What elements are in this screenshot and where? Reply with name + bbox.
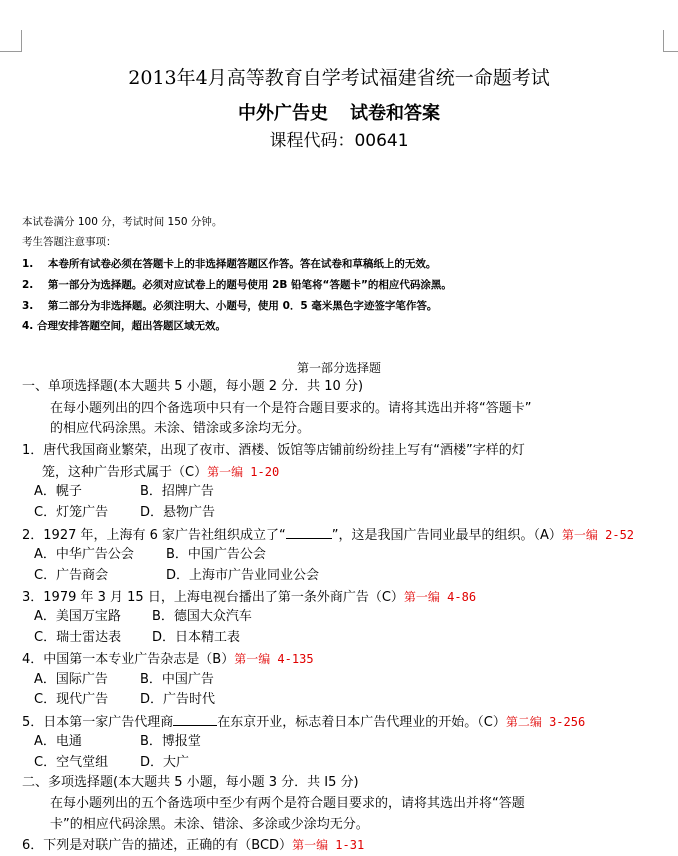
answer-blank <box>173 713 217 726</box>
option-b: B．招牌广告 <box>140 484 214 499</box>
question-5-stem-pre: 5．日本第一家广告代理商 <box>22 715 174 730</box>
option-a: A．美国万宝路 <box>34 609 121 624</box>
section-two-instruction-2: 卡”的相应代码涂黑。未涂、错涂、多涂或少涂均无分。 <box>50 817 369 832</box>
crop-mark-top-right-horizontal <box>663 51 678 52</box>
option-c: C．瑞士雷达表 <box>34 630 122 645</box>
answer-reference: 第一编 4-86 <box>403 590 477 604</box>
option-b: B．中国广告公会 <box>166 547 266 562</box>
rule-number: 2. <box>22 279 34 291</box>
question-6-stem: 6．下列是对联广告的描述，正确的有（BCD） <box>22 838 293 853</box>
section-two-instruction-1: 在每小题列出的五个备选项中至少有两个是符合题目要求的，请将其选出并将“答题 <box>50 796 525 811</box>
paper-type: 试卷和答案 <box>350 103 440 124</box>
option-b: B．博报堂 <box>140 734 201 749</box>
option-a: A．国际广告 <box>34 672 108 687</box>
option-d: D．上海市广告业同业公会 <box>166 568 320 583</box>
question-4-stem: 4．中国第一本专业广告杂志是（B） <box>22 652 235 667</box>
rule-item <box>22 318 226 333</box>
answer-reference: 第一编 2-52 <box>561 528 635 542</box>
section-one-instruction-1: 在每小题列出的四个备选项中只有一个是符合题目要求的。请将其选出并将“答题卡” <box>50 401 532 416</box>
rule-text: 第一部分为选择题。必须对应试卷上的题号使用 2B 铅笔将“答题卡”的相应代码涂黑。 <box>47 279 452 291</box>
crop-mark-top-right-vertical <box>663 30 664 52</box>
subject-name: 中外广告史 <box>238 103 328 124</box>
subject-title <box>0 99 678 125</box>
option-d: D．日本精工表 <box>152 630 241 645</box>
rule-number: 4. <box>22 320 34 332</box>
answer-reference: 第一编 1-31 <box>292 838 365 852</box>
answer-blank <box>286 526 332 539</box>
attention-heading: 考生答题注意事项： <box>22 236 117 248</box>
rule-number: 1. <box>22 258 34 270</box>
exam-title: 2013年4月高等教育自学考试福建省统一命题考试 <box>128 67 550 89</box>
option-a: A．中华广告公会 <box>34 547 134 562</box>
question-1-stem: 笼，这种广告形式属于（C） <box>42 465 208 480</box>
question-3 <box>22 589 476 606</box>
option-c: C．现代广告 <box>34 692 109 707</box>
question-5-stem-post: 在东京开业，标志着日本广告代理业的开始。（C） <box>217 715 506 730</box>
question-2 <box>22 526 634 544</box>
answer-reference: 第一编 1-20 <box>207 465 280 479</box>
question-5 <box>22 713 585 731</box>
rule-text: 本卷所有试卷必须在答题卡上的非选择题答题区作答。答在试卷和草稿纸上的无效。 <box>47 258 437 270</box>
rule-item <box>22 256 436 271</box>
option-a: A．幌子 <box>34 484 82 499</box>
question-4 <box>22 651 314 668</box>
option-c: C．空气堂组 <box>34 755 109 770</box>
section-one-heading: 一、单项选择题(本大题共 5 小题，每小题 2 分．共 10 分) <box>22 379 364 394</box>
question-3-stem: 3．1979 年 3 月 15 日，上海电视台播出了第一条外商广告（C） <box>22 590 404 605</box>
score-time-note: 本试卷满分 100 分，考试时间 150 分钟。 <box>22 216 223 228</box>
question-2-stem-post: ”，这是我国广告同业最早的组织。（A） <box>331 528 562 543</box>
crop-mark-top-left-horizontal <box>0 51 21 52</box>
part-one-title: 第一部分选择题 <box>296 361 381 375</box>
answer-reference: 第二编 3-256 <box>505 715 586 729</box>
crop-mark-top-left-vertical <box>21 30 22 52</box>
option-d: D．广告时代 <box>140 692 216 707</box>
rule-text: 合理安排答题空间，超出答题区域无效。 <box>36 320 226 332</box>
option-b: B．中国广告 <box>140 672 214 687</box>
option-d: D．悬物广告 <box>140 505 216 520</box>
rule-item <box>22 298 437 313</box>
question-1-line-1: 1．唐代我国商业繁荣，出现了夜市、酒楼、饭馆等店铺前纷纷挂上写有“酒楼”字样的灯 <box>22 443 525 458</box>
option-b: B．德国大众汽车 <box>152 609 252 624</box>
option-c: C．广告商会 <box>34 568 109 583</box>
section-two-heading: 二、多项选择题(本大题共 5 小题，每小题 3 分．共 I5 分) <box>22 775 359 790</box>
course-code: 课程代码：00641 <box>269 131 409 151</box>
rule-number: 3. <box>22 300 34 312</box>
rule-text: 第二部分为非选择题。必须注明大、小题号，使用 0．5 毫米黑色字迹签字笔作答。 <box>47 300 438 312</box>
option-c: C．灯笼广告 <box>34 505 109 520</box>
question-6 <box>22 837 364 854</box>
rule-item <box>22 277 452 292</box>
section-one-instruction-2: 的相应代码涂黑。未涂、错涂或多涂均无分。 <box>50 421 311 436</box>
question-2-stem-pre: 2．1927 年，上海有 6 家广告社组织成立了“ <box>22 528 286 543</box>
option-a: A．电通 <box>34 734 82 749</box>
option-d: D．大广 <box>140 755 190 770</box>
answer-reference: 第一编 4-135 <box>234 652 314 666</box>
question-1-line-2 <box>42 464 279 481</box>
